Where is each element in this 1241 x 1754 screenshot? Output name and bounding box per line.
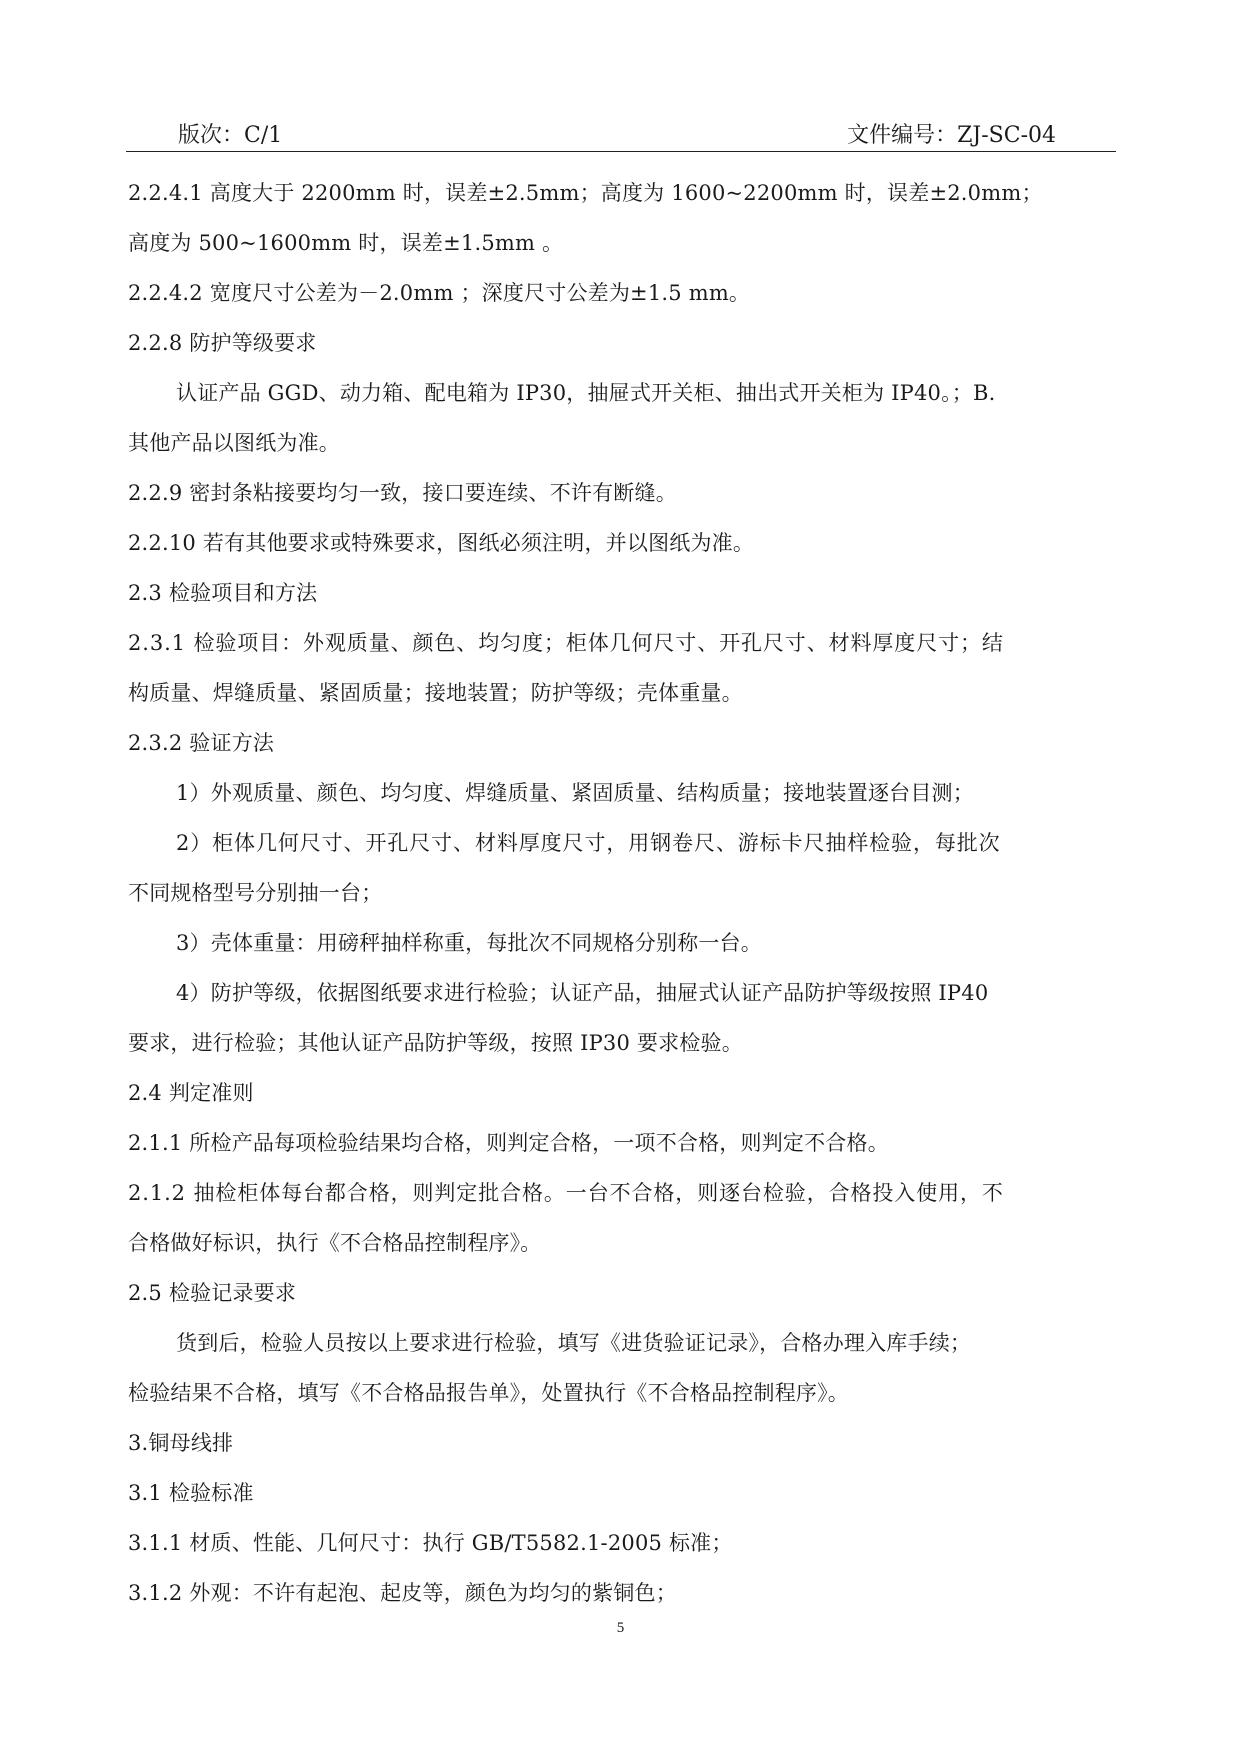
- section-heading: 3.铜母线排: [128, 1431, 234, 1455]
- section-heading: 2.3 检验项目和方法: [128, 581, 318, 605]
- section-heading: 3.1 检验标准: [128, 1481, 254, 1505]
- section-heading: 2.5 检验记录要求: [128, 1281, 297, 1305]
- text-line: 其他产品以图纸为准。: [128, 431, 340, 455]
- text-line: 2.1.1 所检产品每项检验结果均合格，则判定合格，一项不合格，则判定不合格。: [128, 1131, 889, 1155]
- header-divider: [126, 151, 1116, 152]
- list-item: 2）柜体几何尺寸、开孔尺寸、材料厚度尺寸，用钢卷尺、游标卡尺抽样检验，每批次: [176, 831, 1001, 855]
- text-line: 3.1.1 材质、性能、几何尺寸：执行 GB/T5582.1-2005 标准；: [128, 1531, 733, 1555]
- list-item: 1）外观质量、颜色、均匀度、焊缝质量、紧固质量、结构质量；接地装置逐台目测；: [176, 781, 974, 805]
- section-heading: 2.4 判定准则: [128, 1081, 254, 1105]
- text-line: 认证产品 GGD、动力箱、配电箱为 IP30，抽屉式开关柜、抽出式开关柜为 IP40。；B.: [176, 381, 996, 405]
- document-number: 文件编号：ZJ-SC-04: [847, 123, 1056, 148]
- page-header: [126, 118, 1116, 152]
- list-item: 4）防护等级，依据图纸要求进行检验；认证产品，抽屉式认证产品防护等级按照 IP40: [176, 981, 989, 1005]
- page-number: 5: [616, 1620, 625, 1636]
- document-body: [128, 168, 1118, 1618]
- text-line: 2.2.4.2 宽度尺寸公差为－2.0mm ；深度尺寸公差为±1.5 mm。: [128, 281, 751, 305]
- text-line: 2.2.4.1 高度大于 2200mm 时，误差±2.5mm；高度为 1600~2200mm 时，误差±2.0mm；: [128, 181, 1043, 205]
- text-line: 不同规格型号分别抽一台；: [128, 881, 383, 905]
- text-line: 高度为 500~1600mm 时，误差±1.5mm 。: [128, 231, 564, 255]
- text-line: 2.1.2 抽检柜体每台都合格，则判定批合格。一台不合格，则逐台检验，合格投入使用，不: [128, 1181, 1004, 1205]
- text-line: 构质量、焊缝质量、紧固质量；接地装置；防护等级；壳体重量。: [128, 681, 743, 705]
- section-heading: 2.2.8 防护等级要求: [128, 331, 317, 355]
- section-heading: 2.3.2 验证方法: [128, 731, 275, 755]
- list-item: 3）壳体重量：用磅秤抽样称重，每批次不同规格分别称一台。: [176, 931, 762, 955]
- text-line: 2.3.1 检验项目：外观质量、颜色、均匀度；柜体几何尺寸、开孔尺寸、材料厚度尺寸；结: [128, 631, 1004, 655]
- text-line: 2.2.9 密封条粘接要均匀一致，接口要连续、不许有断缝。: [128, 481, 677, 505]
- version-label: 版次：C/1: [178, 123, 283, 148]
- text-line: 3.1.2 外观：不许有起泡、起皮等，颜色为均匀的紫铜色；: [128, 1581, 677, 1605]
- text-line: 货到后，检验人员按以上要求进行检验，填写《进货验证记录》，合格办理入库手续；: [176, 1331, 972, 1355]
- text-line: 检验结果不合格，填写《不合格品报告单》，处置执行《不合格品控制程序》。: [128, 1381, 849, 1405]
- text-line: 2.2.10 若有其他要求或特殊要求，图纸必须注明，并以图纸为准。: [128, 531, 755, 555]
- text-line: 合格做好标识，执行《不合格品控制程序》。: [128, 1231, 542, 1255]
- text-line: 要求，进行检验；其他认证产品防护等级，按照 IP30 要求检验。: [128, 1031, 743, 1055]
